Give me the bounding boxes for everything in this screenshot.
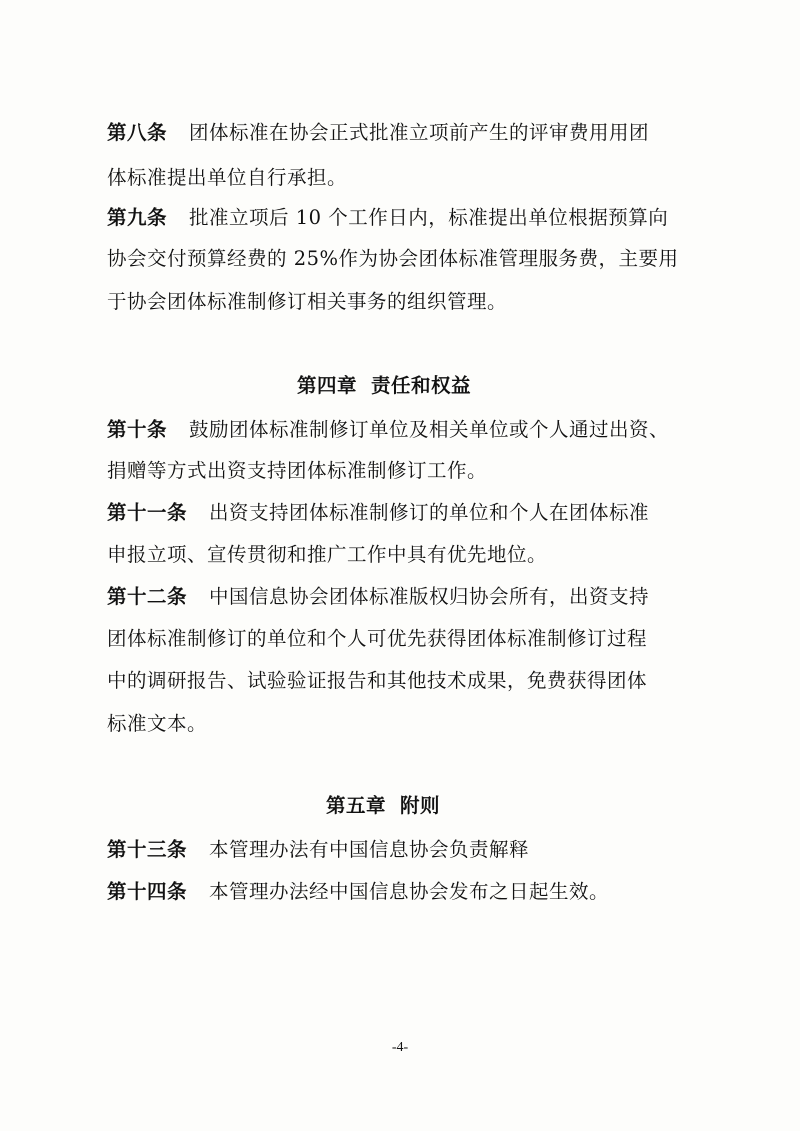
article-11-text-1: 出资支持团体标准制修订的单位和个人在团体标准 <box>209 501 650 524</box>
article-9-line-2: 协会交付预算经费的 25%作为协会团体标准管理服务费，主要用 <box>107 247 679 270</box>
chapter-5-number: 第五章 <box>326 794 387 817</box>
article-10-line-2: 捐赠等方式出资支持团体标准制修订工作。 <box>107 459 488 482</box>
article-9-line-3: 于协会团体标准制修订相关事务的组织管理。 <box>107 290 508 313</box>
article-11-label: 第十一条 <box>107 501 188 524</box>
chapter-5-heading <box>326 792 440 820</box>
article-8-label: 第八条 <box>107 121 168 144</box>
article-9-label: 第九条 <box>107 206 168 229</box>
article-11-line-2: 申报立项、宣传贯彻和推广工作中具有优先地位。 <box>107 543 548 566</box>
article-13-text-1: 本管理办法有中国信息协会负责解释 <box>209 838 530 861</box>
article-8-text-1: 团体标准在协会正式批准立项前产生的评审费用用团 <box>189 121 650 144</box>
chapter-4-number: 第四章 <box>297 374 358 397</box>
article-10-label: 第十条 <box>107 418 168 441</box>
article-12-line-4: 标准文本。 <box>107 712 208 735</box>
article-10-line-1 <box>107 416 669 444</box>
page-number: -4- <box>391 1040 409 1055</box>
article-12-line-3: 中的调研报告、试验验证报告和其他技术成果，免费获得团体 <box>107 669 648 692</box>
article-9-text-1: 批准立项后 10 个工作日内，标准提出单位根据预算向 <box>189 206 669 229</box>
article-8-line-2: 体标准提出单位自行承担。 <box>107 166 348 189</box>
article-10-text-1: 鼓励团体标准制修订单位及相关单位或个人通过出资、 <box>189 418 670 441</box>
article-12-text-1: 中国信息协会团体标准版权归协会所有，出资支持 <box>209 585 650 608</box>
article-13-label: 第十三条 <box>107 838 188 861</box>
chapter-5-title: 附则 <box>400 794 441 817</box>
article-11-line-1 <box>107 499 649 527</box>
chapter-4-heading <box>297 372 471 400</box>
article-13-line-1 <box>107 836 529 864</box>
article-14-line-1 <box>107 878 609 906</box>
article-12-line-2: 团体标准制修订的单位和个人可优先获得团体标准制修订过程 <box>107 627 648 650</box>
chapter-4-title: 责任和权益 <box>371 374 472 397</box>
article-12-label: 第十二条 <box>107 585 188 608</box>
article-14-text-1: 本管理办法经中国信息协会发布之日起生效。 <box>209 880 610 903</box>
article-9-line-1 <box>107 204 668 232</box>
article-8-line-1 <box>107 119 649 147</box>
article-12-line-1 <box>107 583 649 611</box>
article-14-label: 第十四条 <box>107 880 188 903</box>
